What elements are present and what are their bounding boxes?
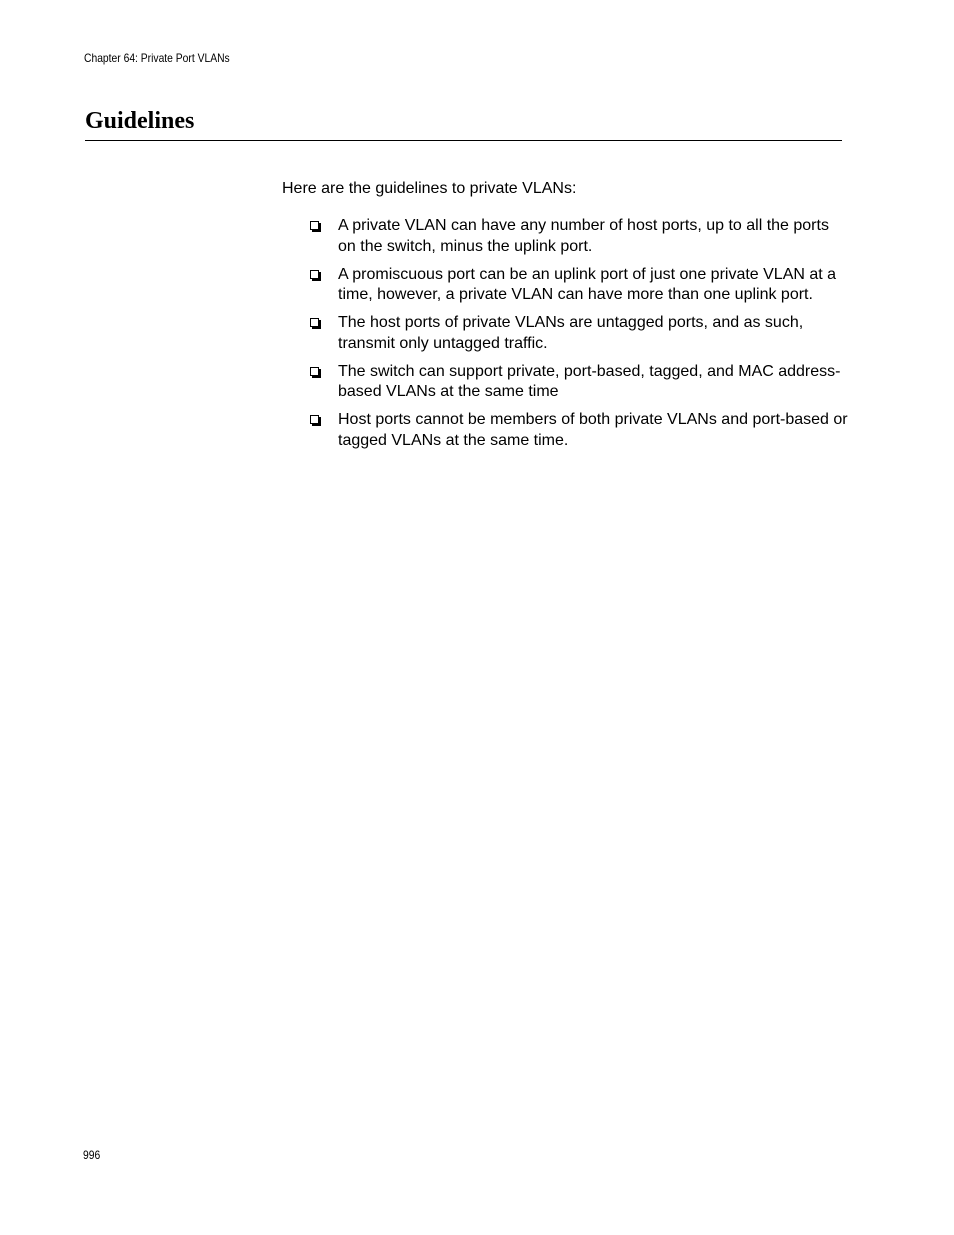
checkbox-bullet-icon — [310, 415, 319, 424]
list-item — [310, 265, 850, 306]
running-header: Chapter 64: Private Port VLANs — [84, 51, 230, 65]
list-item — [310, 216, 850, 257]
intro-paragraph: Here are the guidelines to private VLANs: — [282, 180, 577, 197]
list-item-text: A private VLAN can have any number of host ports, up to all the ports on the switch, minus the uplink port. — [338, 217, 829, 255]
list-item-text: The host ports of private VLANs are untagged ports, and as such, transmit only untagged traffic. — [338, 314, 804, 352]
list-item — [310, 410, 850, 451]
checkbox-bullet-icon — [310, 221, 319, 230]
list-item-text: The switch can support private, port-based, tagged, and MAC address-based VLANs at the same time — [338, 362, 841, 400]
page-number: 996 — [83, 1148, 101, 1162]
list-item — [310, 313, 850, 354]
section-title: Guidelines — [85, 108, 195, 134]
title-rule — [85, 140, 842, 141]
list-item — [310, 362, 850, 403]
checkbox-bullet-icon — [310, 318, 319, 327]
checkbox-bullet-icon — [310, 367, 319, 376]
list-item-text: Host ports cannot be members of both private VLANs and port-based or tagged VLANs at the same time. — [338, 411, 848, 449]
list-item-text: A promiscuous port can be an uplink port of just one private VLAN at a time, however, a private VLAN can have more than one uplink port. — [338, 265, 837, 303]
checkbox-bullet-icon — [310, 270, 319, 279]
guidelines-list — [310, 216, 850, 459]
